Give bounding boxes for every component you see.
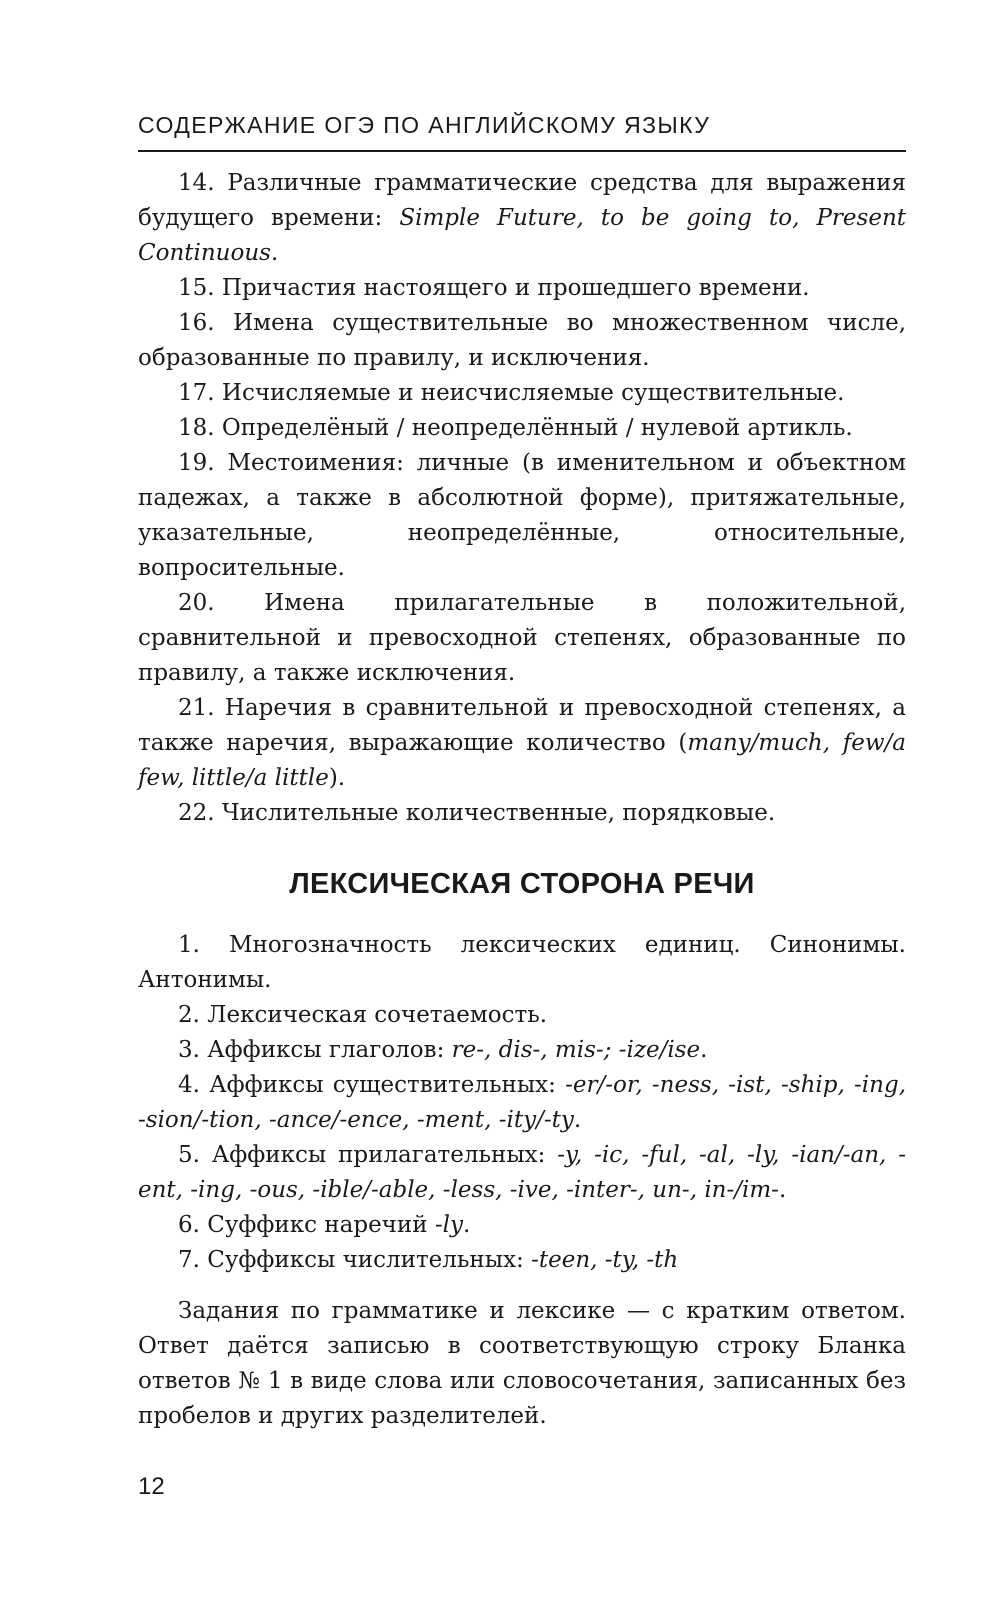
running-head: СОДЕРЖАНИЕ ОГЭ ПО АНГЛИЙСКОМУ ЯЗЫКУ <box>138 110 906 152</box>
item-terms: many/much, few/a few, little/a little <box>138 730 906 791</box>
item-number: 16. <box>178 310 215 336</box>
item-number: 14. <box>178 170 215 196</box>
item-number: 6. <box>178 1212 200 1238</box>
item-terms: -ly <box>434 1212 463 1238</box>
list-item <box>138 1068 906 1138</box>
list-item <box>138 411 906 446</box>
list-item <box>138 998 906 1033</box>
item-terms: -er/-or, -ness, -ist, -ship, -ing, -sion/-tion, -ance/-ence, -ment, -ity/-ty <box>138 1072 906 1133</box>
item-number: 1. <box>178 932 200 958</box>
grammar-list <box>138 166 906 831</box>
list-item <box>138 166 906 271</box>
item-tail: ). <box>328 765 346 791</box>
item-text: Суффикс наречий <box>207 1212 435 1238</box>
item-terms: -teen, -ty, -th <box>531 1247 679 1273</box>
item-text: Имена существительные во множественном числе, образованные по правилу, и исключения. <box>138 310 907 371</box>
item-text: Числительные количественные, порядковые. <box>221 800 776 826</box>
item-text: Наречия в сравнительной и превосходной степенях, а также наречия, выражающие количество ( <box>138 695 906 756</box>
item-terms: re-, dis-, mis-; -ize/ise <box>451 1037 701 1063</box>
list-item <box>138 1033 906 1068</box>
list-item <box>138 1138 906 1208</box>
closing-block <box>138 1294 906 1434</box>
lexis-list <box>138 928 906 1278</box>
page-number: 12 <box>138 1473 165 1500</box>
list-item <box>138 446 906 586</box>
list-item <box>138 271 906 306</box>
item-text: Суффиксы числительных: <box>207 1247 532 1273</box>
item-number: 22. <box>178 800 215 826</box>
item-tail: . <box>270 240 279 266</box>
item-text: Аффиксы прилагательных: <box>211 1142 558 1168</box>
item-tail: . <box>573 1107 582 1133</box>
item-terms: -y, -ic, -ful, -al, -ly, -ian/-an, -ent, -ing, -ous, -ible/-able, -less, -ive, -inter-, un-, in-/im- <box>138 1142 907 1203</box>
item-number: 20. <box>178 590 215 616</box>
list-item <box>138 691 906 796</box>
item-text: Многозначность лексических единиц. Синонимы. Антонимы. <box>138 932 906 993</box>
section-title: ЛЕКСИЧЕСКАЯ СТОРОНА РЕЧИ <box>289 868 755 900</box>
closing-paragraph: Задания по грамматике и лексике — с кратким ответом. Ответ даётся записью в соответствующую строку Бланка ответов № 1 в виде слова или словосочетания, записанных без пробелов и других разделителей. <box>138 1298 906 1429</box>
list-item <box>138 796 906 831</box>
item-text: Местоимения: личные (в именительном и объектном падежах, а также в абсолютной форме), притяжательные, указательные, неопределённые, относительные, вопросительные. <box>138 450 907 581</box>
item-number: 7. <box>178 1247 200 1273</box>
item-tail: . <box>778 1177 787 1203</box>
item-number: 3. <box>178 1037 200 1063</box>
item-number: 18. <box>178 415 215 441</box>
item-text: Определёный / неопределённый / нулевой артикль. <box>221 415 853 441</box>
list-item <box>138 1208 906 1243</box>
list-item <box>138 306 906 376</box>
item-number: 21. <box>178 695 215 721</box>
list-item <box>138 928 906 998</box>
item-tail: . <box>700 1037 708 1063</box>
item-number: 4. <box>178 1072 200 1098</box>
list-item <box>138 1243 906 1278</box>
item-text: Исчисляемые и неисчисляемые существительные. <box>221 380 845 406</box>
item-text: Лексическая сочетаемость. <box>207 1002 548 1028</box>
item-text: Имена прилагательные в положительной, сравнительной и превосходной степенях, образованные по правилу, а также исключения. <box>138 590 907 686</box>
item-terms: Simple Future, to be going to, Present Continuous <box>138 205 907 266</box>
item-text: Причастия настоящего и прошедшего времени. <box>221 275 810 301</box>
item-number: 5. <box>178 1142 200 1168</box>
item-text: Аффиксы существительных: <box>209 1072 566 1098</box>
item-number: 15. <box>178 275 215 301</box>
item-text: Различные грамматические средства для выражения будущего времени: <box>138 170 906 231</box>
item-text: Аффиксы глаголов: <box>207 1037 452 1063</box>
item-number: 17. <box>178 380 215 406</box>
item-number: 19. <box>178 450 215 476</box>
item-tail: . <box>462 1212 471 1238</box>
list-item <box>138 586 906 691</box>
item-number: 2. <box>178 1002 200 1028</box>
list-item <box>138 376 906 411</box>
